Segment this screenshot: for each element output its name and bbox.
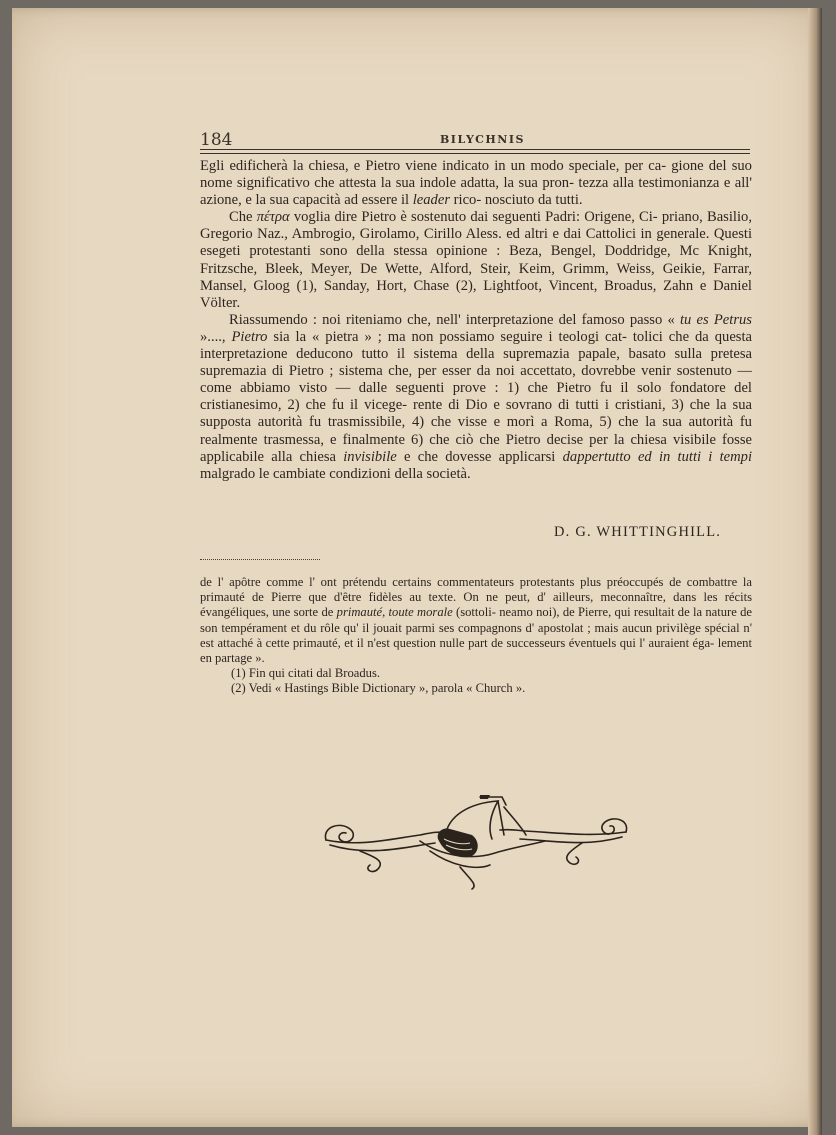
p1-line-3-end: rico- — [450, 192, 482, 209]
paragraph-3 — [200, 312, 752, 483]
p1-line-1: Egli edificherà la chiesa, e Pietro viene indicato in un modo speciale, per ca- — [200, 158, 667, 174]
italic-primaute: primauté, toute morale — [336, 605, 453, 620]
italic-tu-es-petrus: tu es Petrus — [679, 311, 752, 328]
greek-word: πέτρα — [256, 209, 290, 226]
fn-line-4: neamo noi), de Pierre, qui resultait de la nature de son tempérament et du rôle qu' il — [200, 605, 753, 635]
p3-line-9-start: applicabile alla chiesa — [200, 448, 344, 465]
p2-line-6: Chase (2), Lightfoot, Vincent, Broadus, Zahn e Daniel Völter. — [200, 277, 752, 311]
p2-line-3: Cattolici in generale. Questi esegeti protestanti sono della stessa opinione : Beza, — [200, 226, 752, 260]
italic-dappertutto: dappertutto ed in tutti i tempi — [562, 448, 752, 465]
fn-line-1: de l' apôtre comme l' ont prétendu certains commentateurs protestants plus préoccupés — [200, 575, 664, 589]
italic-pietro: Pietro — [231, 328, 268, 345]
footnote-2: (2) Vedi « Hastings Bible Dictionary », parola « Church ». — [231, 681, 526, 696]
p1-line-4: nosciuto da tutti. — [484, 192, 583, 209]
p2-line-5: Steir, Keim, Grimm, Weiss, Geikie, Farrar, Mansel, Gloog (1), Sanday, Hort, — [200, 260, 753, 294]
p3-line-5: prove : 1) che Pietro fu il solo fondatore del cristianesimo, 2) che fu il vicege- — [200, 380, 752, 414]
p3-line-3: papale, basato sulla pretesa supremazia di Pietro ; sistema che, per esser da noi — [200, 346, 753, 380]
p2-line-2: priano, Basilio, Gregorio Naz., Ambrogio, Girolamo, Cirillo Aless. ed altri e dai — [200, 209, 752, 243]
fn-line-6: cette primauté, et il n'est question nulle part de successeurs éventuels qui l' auraient éga- — [265, 635, 715, 650]
footnote-separator — [200, 559, 320, 560]
p3-line-10-end: malgrado le cambiate condizioni della società. — [200, 465, 471, 482]
page-header — [200, 130, 750, 150]
body-text — [200, 158, 752, 483]
footnote-1: (1) Fin qui citati dal Broadus. — [231, 666, 381, 681]
p3-line-1-mid: »...., — [200, 328, 232, 345]
p1-line-3: tezza alla testimonianza e all' azione, e la sua capacità ad essere il — [200, 175, 752, 209]
fn-line-2: de combattre la primauté de Pierre que d'être fidèles au texte. On ne peut, d' ailleurs, — [200, 575, 752, 605]
fn-line-7: lement en partage ». — [200, 635, 752, 666]
p2-line-1-end: voglia dire Pietro è sostenuto dai seguenti Padri: Origene, Ci- — [289, 209, 658, 226]
italic-invisibile: invisibile — [343, 448, 397, 465]
fn-line-3-end: (sottoli- — [452, 605, 496, 620]
p1-line-2: gione del suo nome significativo che attesta la sua indole adatta, la sua pron- — [200, 158, 752, 192]
p2-line-1-start: Che — [229, 209, 257, 226]
p3-line-6: rente di Dio e sovrano di tutti i cristiani, 3) che la sua supposta autorità fu — [200, 397, 752, 431]
p3-line-7: trasmissibile, 4) che visse e morì a Roma, 5) che la sua autorità fu realmente — [200, 414, 752, 448]
ship-on-waves-icon — [320, 795, 632, 890]
italic-leader: leader — [412, 192, 451, 209]
paragraph-2 — [200, 209, 752, 312]
author-signature: D. G. WHITTINGHILL. — [554, 524, 722, 540]
p3-line-8: trasmessa, e finalmente 6) che ciò che Pietro decise per la chiesa visibile fosse — [263, 431, 752, 448]
running-title: BILYCHNIS — [440, 133, 525, 146]
page-number: 184 — [200, 130, 233, 150]
p3-line-2: tolici che da questa interpretazione deducono tutto il sistema della supremazia — [200, 328, 753, 363]
paragraph-1 — [200, 158, 752, 209]
fn-line-5: jouait parmi ses compagnons d' apostolat ; mais aucun privilège spécial n' est attaché à — [200, 620, 752, 650]
page-edge — [808, 8, 822, 1135]
footnotes — [200, 575, 752, 697]
p3-line-1-end: sia la « pietra » ; ma non possiamo seguire i teologi cat- — [267, 328, 627, 345]
p3-line-1-start: Riassumendo : noi riteniamo che, nell' interpretazione del famoso passo « — [229, 311, 680, 328]
footnote-continued — [200, 575, 752, 666]
p3-line-9-mid: e che dovesse applicarsi — [396, 448, 563, 465]
p2-line-4: Bengel, Doddridge, Mc Knight, Fritzsche, Bleek, Meyer, De Wette, Alford, — [200, 243, 752, 277]
fn-line-3-start: meconnaître, dans les récits évangéliques, une sorte de — [200, 590, 752, 620]
header-rule — [200, 149, 750, 154]
p3-line-4: accettato, dovrebbe venir sostenuto — come abbiamo visto — dalle seguenti — [200, 363, 752, 397]
